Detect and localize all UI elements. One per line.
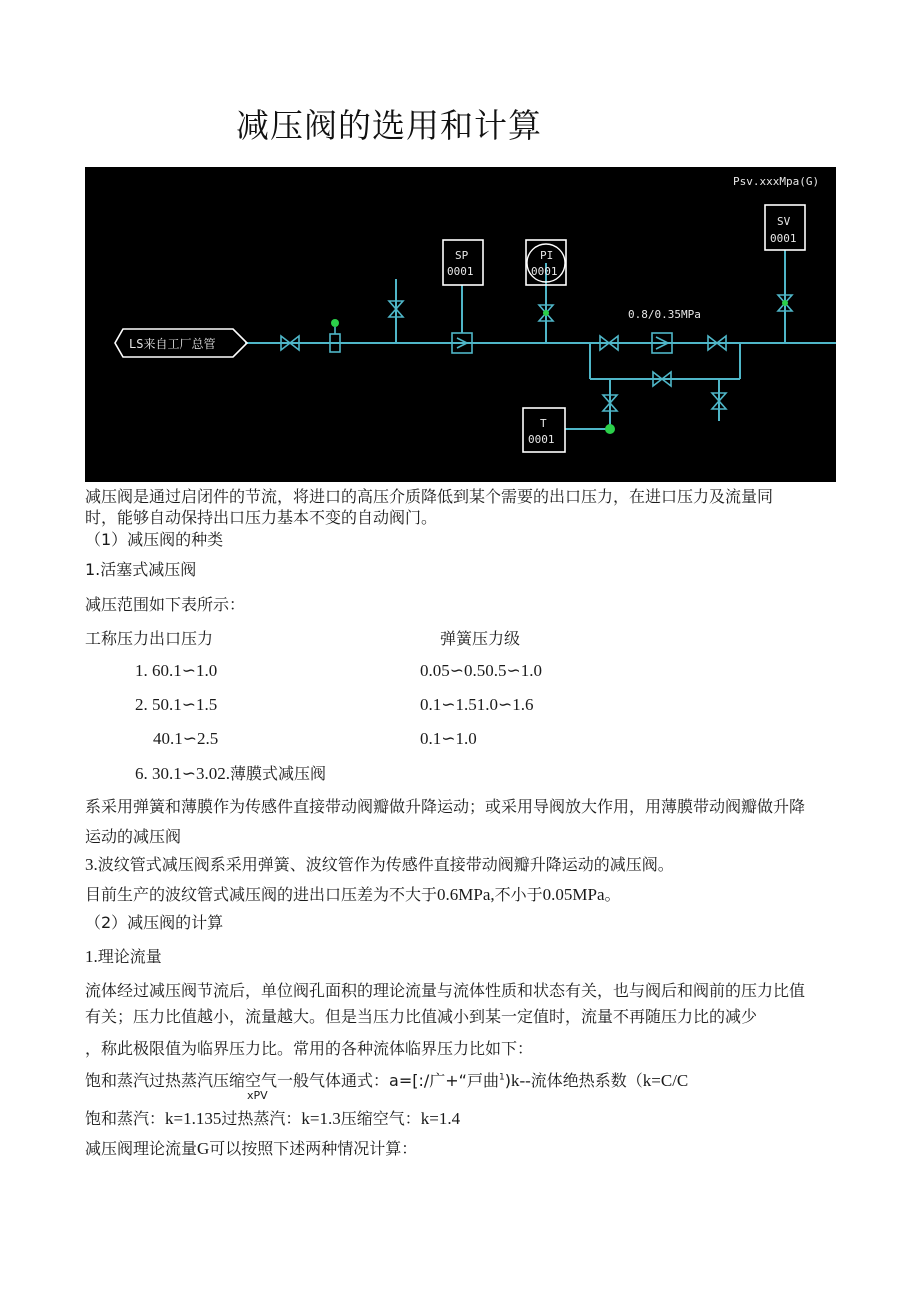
diaphragm-valve-heading: 薄膜式减压阀 <box>230 764 327 783</box>
bellows-pressure-line <box>85 882 621 905</box>
range-intro: 减压范围如下表所示： <box>85 595 246 614</box>
theory-flow-text: 理论流量 <box>97 947 162 966</box>
calc-intro-text-1: 减压阀理论流量 <box>85 1139 198 1158</box>
intro-line-2: 时，能够自动保持出口压力基本不变的自动阀门。 <box>85 508 438 527</box>
formula-body: a=[:/广+“戸曲 <box>389 1071 499 1090</box>
sv-number: 0001 <box>770 232 797 245</box>
k-air-label: 压缩空气： <box>340 1109 421 1128</box>
bellows-pressure-text-2: 不小于 <box>494 885 543 904</box>
sp-number: 0001 <box>447 265 474 278</box>
flow-desc-line-2: 有关；压力比值越小，流量越大。但是当压力比值减小到某一定值时，流量不再随压力比的减少 <box>85 1007 758 1026</box>
formula-k-def: k=C/C <box>642 1071 689 1090</box>
table-row-4-number: 6. 30.1∽3.02. <box>135 764 230 783</box>
t-tag: T <box>540 417 547 430</box>
bellows-item-number: 3. <box>85 855 98 874</box>
critical-ratio-formula <box>85 1068 688 1091</box>
table-row-1-right: 0.05∽0.50.5∽1.0 <box>420 661 542 680</box>
k-saturated-value: k=1.135 <box>165 1109 222 1128</box>
t-number: 0001 <box>528 433 555 446</box>
intro-line-1: 减压阀是通过启闭件的节流，将进口的高压介质降低到某个需要的出口压力，在进口压力及流量同 <box>85 487 774 506</box>
reducing-pressure-label: 0.8/0.35MPa <box>628 308 701 321</box>
k-saturated-label: 饱和蒸汽： <box>85 1109 166 1128</box>
theory-flow-number: 1. <box>85 947 98 966</box>
table-row-3-right: 0.1∽1.0 <box>420 729 477 748</box>
table-row-3-left: 40.1∽2.5 <box>153 729 219 748</box>
section-types-heading: （1）减压阀的种类 <box>85 530 224 549</box>
bellows-valve-line <box>85 852 674 875</box>
pid-diagram <box>85 167 836 482</box>
section-calc-heading: （2）减压阀的计算 <box>85 913 224 932</box>
k-superheated-value: k=1.3 <box>301 1109 341 1128</box>
theory-flow-heading <box>85 944 162 967</box>
diaphragm-desc-line-1: 系采用弹簧和薄膜作为传感件直接带动阀瓣做升降运动；或采用导阀放大作用，用薄膜带动阀瓣做升降 <box>85 797 806 816</box>
pi-number: 0001 <box>531 265 558 278</box>
bellows-pressure-max: 0.6MPa, <box>437 885 495 904</box>
k-air-value: k=1.4 <box>420 1109 461 1128</box>
table-header-left: 工称压力出口压力 <box>85 629 214 648</box>
table-row-2-left: 2. 50.1∽1.5 <box>135 695 218 714</box>
bellows-pressure-end: 。 <box>604 885 621 904</box>
formula-subscript: xPV <box>247 1089 268 1102</box>
k-values-line <box>85 1106 460 1129</box>
calc-intro-symbol: G <box>197 1139 210 1158</box>
theory-flow-calc-intro <box>85 1136 417 1159</box>
formula-k-desc: 流体绝热系数（ <box>530 1071 643 1090</box>
pressure-setpoint-label: Psv.xxxMpa(G) <box>733 175 820 188</box>
diaphragm-desc-line-2: 运动的减压阀 <box>85 827 182 846</box>
table-row-4 <box>135 761 326 784</box>
bellows-pressure-text-1: 目前生产的波纹管式减压阀的进出口压差为不大于 <box>85 885 438 904</box>
flow-desc-line-1: 流体经过减压阀节流后，单位阀孔面积的理论流量与流体性质和状态有关，也与阀后和阀前的压力比值 <box>85 981 806 1000</box>
page-title: 减压阀的选用和计算 <box>236 106 542 145</box>
k-superheated-label: 过热蒸汽： <box>221 1109 302 1128</box>
source-header-label: LS来自工厂总管 <box>129 337 216 351</box>
bellows-pressure-min: 0.05MPa <box>542 885 605 904</box>
table-header-right: 弹簧压力级 <box>440 629 521 648</box>
flow-desc-line-3: ，称此极限值为临界压力比。常用的各种流体临界压力比如下： <box>85 1039 534 1058</box>
table-row-2-right: 0.1∽1.51.0∽1.6 <box>420 695 534 714</box>
sv-tag: SV <box>777 215 791 228</box>
bellows-item-text: 波纹管式减压阀系采用弹簧、波纹管作为传感件直接带动阀瓣升降运动的减压阀。 <box>97 855 674 874</box>
formula-k-symbol: k-- <box>510 1071 531 1090</box>
pi-tag: PI <box>540 249 554 262</box>
piston-valve-heading: 1.活塞式减压阀 <box>85 560 197 579</box>
calc-intro-text-2: 可以按照下述两种情况计算： <box>209 1139 418 1158</box>
formula-superscript: 1 <box>498 1072 505 1083</box>
formula-intro: 饱和蒸汽过热蒸汽压缩空气一般气体通式： <box>85 1071 390 1090</box>
table-row-1-left: 1. 60.1∽1.0 <box>135 661 218 680</box>
formula-close: ) <box>504 1071 511 1090</box>
sp-tag: SP <box>455 249 469 262</box>
